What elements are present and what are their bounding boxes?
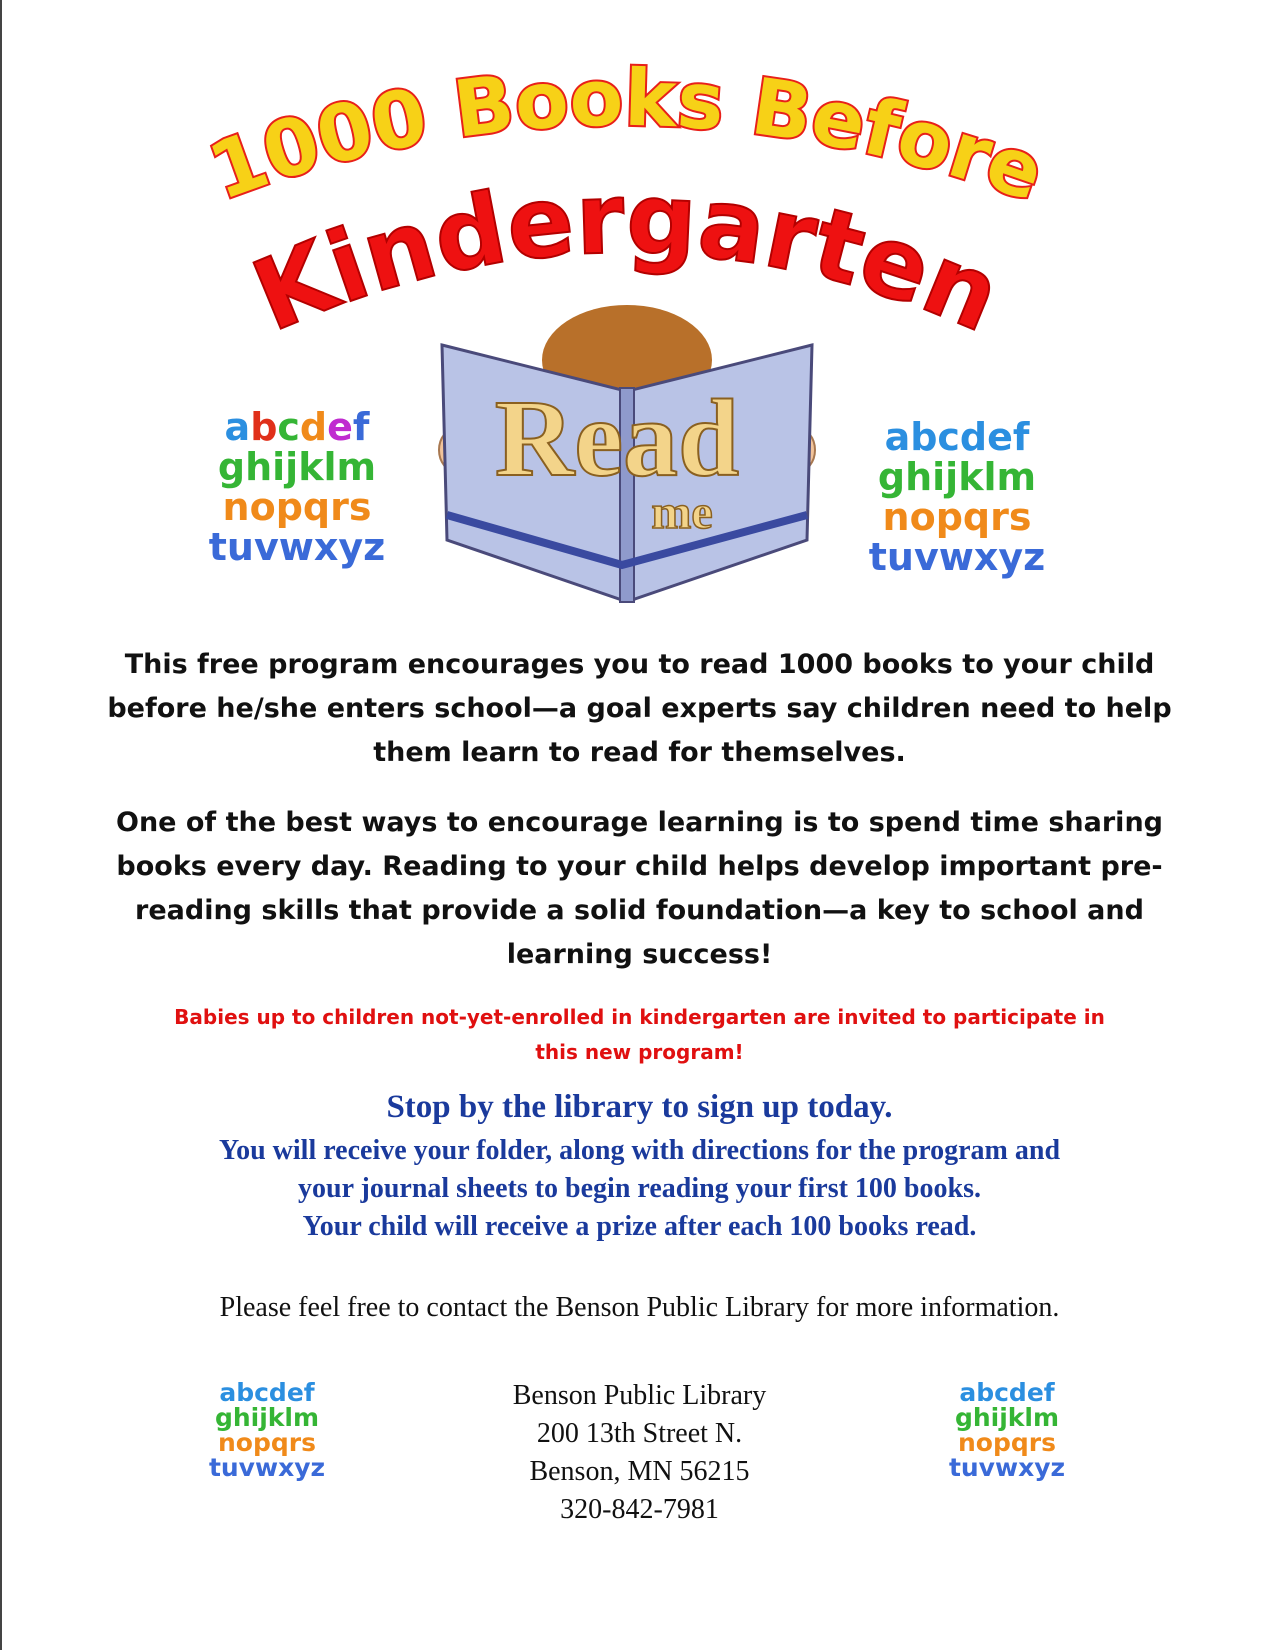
child-reading-book-illustration <box>432 300 822 610</box>
svg-text:abcdef: abcdef <box>959 1378 1055 1407</box>
learning-paragraph: One of the best ways to encourage learning is to spend time sharing books every day. Reading to your child helps develop important pre-reading skills that provide a solid foundation—a key to school and learning success! <box>116 807 1163 970</box>
svg-text:tuvwxyz: tuvwxyz <box>868 535 1046 579</box>
svg-text:tuvwxyz: tuvwxyz <box>208 525 386 569</box>
svg-text:abcdef: abcdef <box>219 1378 315 1407</box>
signup-line-2: your journal sheets to begin reading your first 100 books. <box>298 1173 981 1204</box>
library-address <box>422 1377 857 1529</box>
alphabet-magnets-right <box>842 410 1072 590</box>
svg-text:nopqrs: nopqrs <box>222 485 372 529</box>
title-line-2: Kindergarten <box>238 161 1016 355</box>
svg-text:nopqrs: nopqrs <box>958 1428 1056 1457</box>
alphabet-magnets-left <box>182 400 412 580</box>
signup-line-3: Your child will receive a prize after each 100 books read. <box>302 1211 977 1242</box>
svg-text:ghijklm: ghijklm <box>877 455 1037 499</box>
signup-heading: Stop by the library to sign up today. <box>386 1089 893 1125</box>
svg-text:abcdef: abcdef <box>884 415 1030 459</box>
library-city: Benson, MN 56215 <box>529 1456 750 1487</box>
invite-text: Babies up to children not-yet-enrolled in kindergarten are invited to participate in this new program! <box>174 1005 1105 1064</box>
book-subtitle-text: me <box>651 486 713 539</box>
library-street: 200 13th Street N. <box>536 1418 743 1449</box>
svg-text:tuvwxyz: tuvwxyz <box>208 1453 326 1482</box>
svg-text:ghijklm: ghijklm <box>217 445 377 489</box>
signup-line-1: You will receive your folder, along with directions for the program and <box>218 1135 1061 1166</box>
contact-text: Please feel free to contact the Benson Public Library for more information. <box>219 1292 1060 1323</box>
svg-text:ghijklm: ghijklm <box>954 1403 1060 1432</box>
svg-text:nopqrs: nopqrs <box>882 495 1032 539</box>
book-title-text: Read <box>494 377 740 499</box>
library-phone: 320-842-7981 <box>560 1494 719 1525</box>
svg-text:ghijklm: ghijklm <box>214 1403 320 1432</box>
title-line-1: 1000 Books Before <box>198 53 1055 220</box>
alphabet-magnets-bottom-left <box>192 1375 342 1485</box>
alphabet-magnets-bottom-right <box>932 1375 1082 1485</box>
library-name: Benson Public Library <box>512 1380 767 1411</box>
program-description: This free program encourages you to read 1000 books to your child before he/she enters school—a goal experts say children need to help them learn to read for themselves. <box>107 649 1172 768</box>
svg-text:abcdef: abcdef <box>224 405 370 449</box>
svg-text:tuvwxyz: tuvwxyz <box>948 1453 1066 1482</box>
svg-text:nopqrs: nopqrs <box>218 1428 316 1457</box>
signup-details <box>62 1132 1217 1246</box>
